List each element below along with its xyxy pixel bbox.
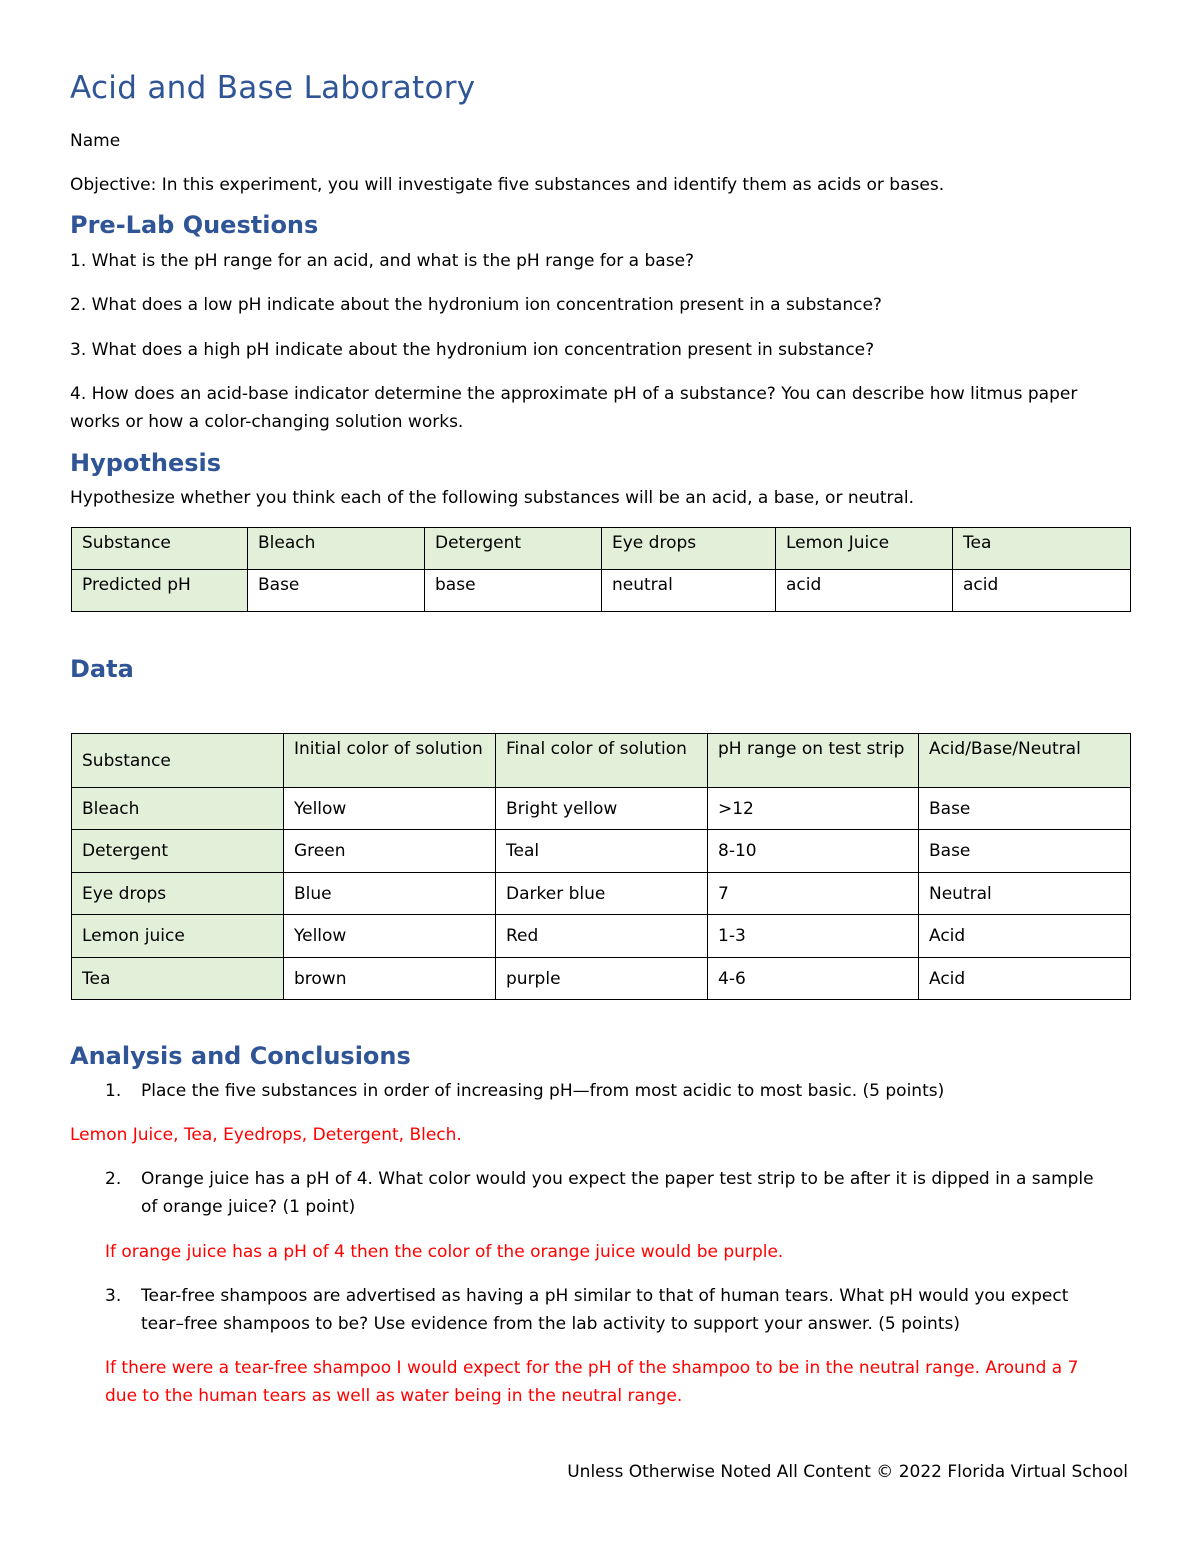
data-cell: Darker blue <box>496 873 708 915</box>
objective-text: In this experiment, you will investigate five substances and identify them as acids or bases. <box>156 175 945 195</box>
data-cell: purple <box>496 958 708 1000</box>
data-cell: brown <box>284 958 496 1000</box>
data-cell: Eye drops <box>72 873 284 915</box>
hypothesis-cell: Base <box>248 570 425 612</box>
data-cell: >12 <box>708 788 919 830</box>
data-cell: 8-10 <box>708 830 919 873</box>
data-cell: Yellow <box>284 788 496 830</box>
hypothesis-cell: base <box>425 570 602 612</box>
hypothesis-cell: Detergent <box>425 528 602 570</box>
analysis-heading: Analysis and Conclusions <box>70 1042 411 1070</box>
data-header-row <box>72 734 1131 788</box>
data-cell: Red <box>496 915 708 958</box>
prelab-heading: Pre-Lab Questions <box>70 211 319 239</box>
analysis-answer-3-line-2: due to the human tears as well as water being in the neutral range. <box>105 1386 683 1406</box>
footer-copyright: Unless Otherwise Noted All Content © 2022 Florida Virtual School <box>567 1462 1128 1482</box>
data-row-detergent <box>72 830 1131 873</box>
data-cell: Base <box>919 830 1131 873</box>
hypothesis-row-predicted <box>72 570 1131 612</box>
analysis-q2-line-2: of orange juice? (1 point) <box>141 1197 356 1217</box>
hypothesis-cell: Bleach <box>248 528 425 570</box>
data-header-cell: Initial color of solution <box>284 734 496 788</box>
data-cell: Tea <box>72 958 284 1000</box>
hypothesis-cell: Predicted pH <box>72 570 248 612</box>
data-cell: Base <box>919 788 1131 830</box>
analysis-answer-1: Lemon Juice, Tea, Eyedrops, Detergent, Blech. <box>70 1125 462 1145</box>
hypothesis-cell: neutral <box>602 570 776 612</box>
data-cell: Lemon juice <box>72 915 284 958</box>
hypothesis-cell: Substance <box>72 528 248 570</box>
data-heading: Data <box>70 655 134 683</box>
hypothesis-row-substance <box>72 528 1131 570</box>
hypothesis-heading: Hypothesis <box>70 449 222 477</box>
data-cell: Blue <box>284 873 496 915</box>
data-cell: Neutral <box>919 873 1131 915</box>
data-cell: Teal <box>496 830 708 873</box>
analysis-q3-line-1: Tear-free shampoos are advertised as having a pH similar to that of human tears. What pH would you expect <box>141 1286 1069 1306</box>
data-row-tea <box>72 958 1131 1000</box>
data-cell: 4-6 <box>708 958 919 1000</box>
hypothesis-intro: Hypothesize whether you think each of the following substances will be an acid, a base, or neutral. <box>70 488 915 508</box>
data-table <box>71 733 1131 1000</box>
hypothesis-cell: Eye drops <box>602 528 776 570</box>
data-cell: Bright yellow <box>496 788 708 830</box>
analysis-q2-line-1: Orange juice has a pH of 4. What color would you expect the paper test strip to be after it is dipped in a sample <box>141 1169 1094 1189</box>
data-cell: Green <box>284 830 496 873</box>
hypothesis-cell: Lemon Juice <box>776 528 953 570</box>
objective-label: Objective: <box>70 175 157 195</box>
data-row-bleach <box>72 788 1131 830</box>
analysis-q1: Place the five substances in order of increasing pH—from most acidic to most basic. (5 points) <box>141 1081 945 1101</box>
data-cell: Detergent <box>72 830 284 873</box>
data-row-eye-drops <box>72 873 1131 915</box>
data-cell: 1-3 <box>708 915 919 958</box>
analysis-answer-3-line-1: If there were a tear-free shampoo I would expect for the pH of the shampoo to be in the neutral range. Around a 7 <box>105 1358 1079 1378</box>
hypothesis-cell: acid <box>953 570 1131 612</box>
prelab-question-4-line-2: works or how a color-changing solution works. <box>70 412 464 432</box>
page-title: Acid and Base Laboratory <box>70 70 476 106</box>
prelab-question-3: 3. What does a high pH indicate about the hydronium ion concentration present in substance? <box>70 340 875 360</box>
name-label: Name <box>70 131 121 151</box>
prelab-question-4-line-1: 4. How does an acid-base indicator determine the approximate pH of a substance? You can describe how litmus paper <box>70 384 1078 404</box>
objective <box>70 171 944 199</box>
data-header-cell: pH range on test strip <box>708 734 919 788</box>
analysis-q1-number: 1. <box>105 1081 122 1101</box>
data-header-cell: Substance <box>72 734 284 788</box>
data-cell: Bleach <box>72 788 284 830</box>
prelab-question-2: 2. What does a low pH indicate about the hydronium ion concentration present in a substance? <box>70 295 882 315</box>
data-cell: Yellow <box>284 915 496 958</box>
data-cell: Acid <box>919 915 1131 958</box>
hypothesis-cell: Tea <box>953 528 1131 570</box>
analysis-answer-2: If orange juice has a pH of 4 then the color of the orange juice would be purple. <box>105 1242 784 1262</box>
analysis-q3-line-2: tear–free shampoos to be? Use evidence from the lab activity to support your answer. (5 points) <box>141 1314 960 1334</box>
data-row-lemon-juice <box>72 915 1131 958</box>
analysis-q2-number: 2. <box>105 1169 122 1189</box>
data-header-cell: Final color of solution <box>496 734 708 788</box>
hypothesis-cell: acid <box>776 570 953 612</box>
data-header-cell: Acid/Base/Neutral <box>919 734 1131 788</box>
prelab-question-1: 1. What is the pH range for an acid, and what is the pH range for a base? <box>70 251 695 271</box>
hypothesis-table <box>71 527 1131 612</box>
data-cell: 7 <box>708 873 919 915</box>
data-cell: Acid <box>919 958 1131 1000</box>
analysis-q3-number: 3. <box>105 1286 122 1306</box>
